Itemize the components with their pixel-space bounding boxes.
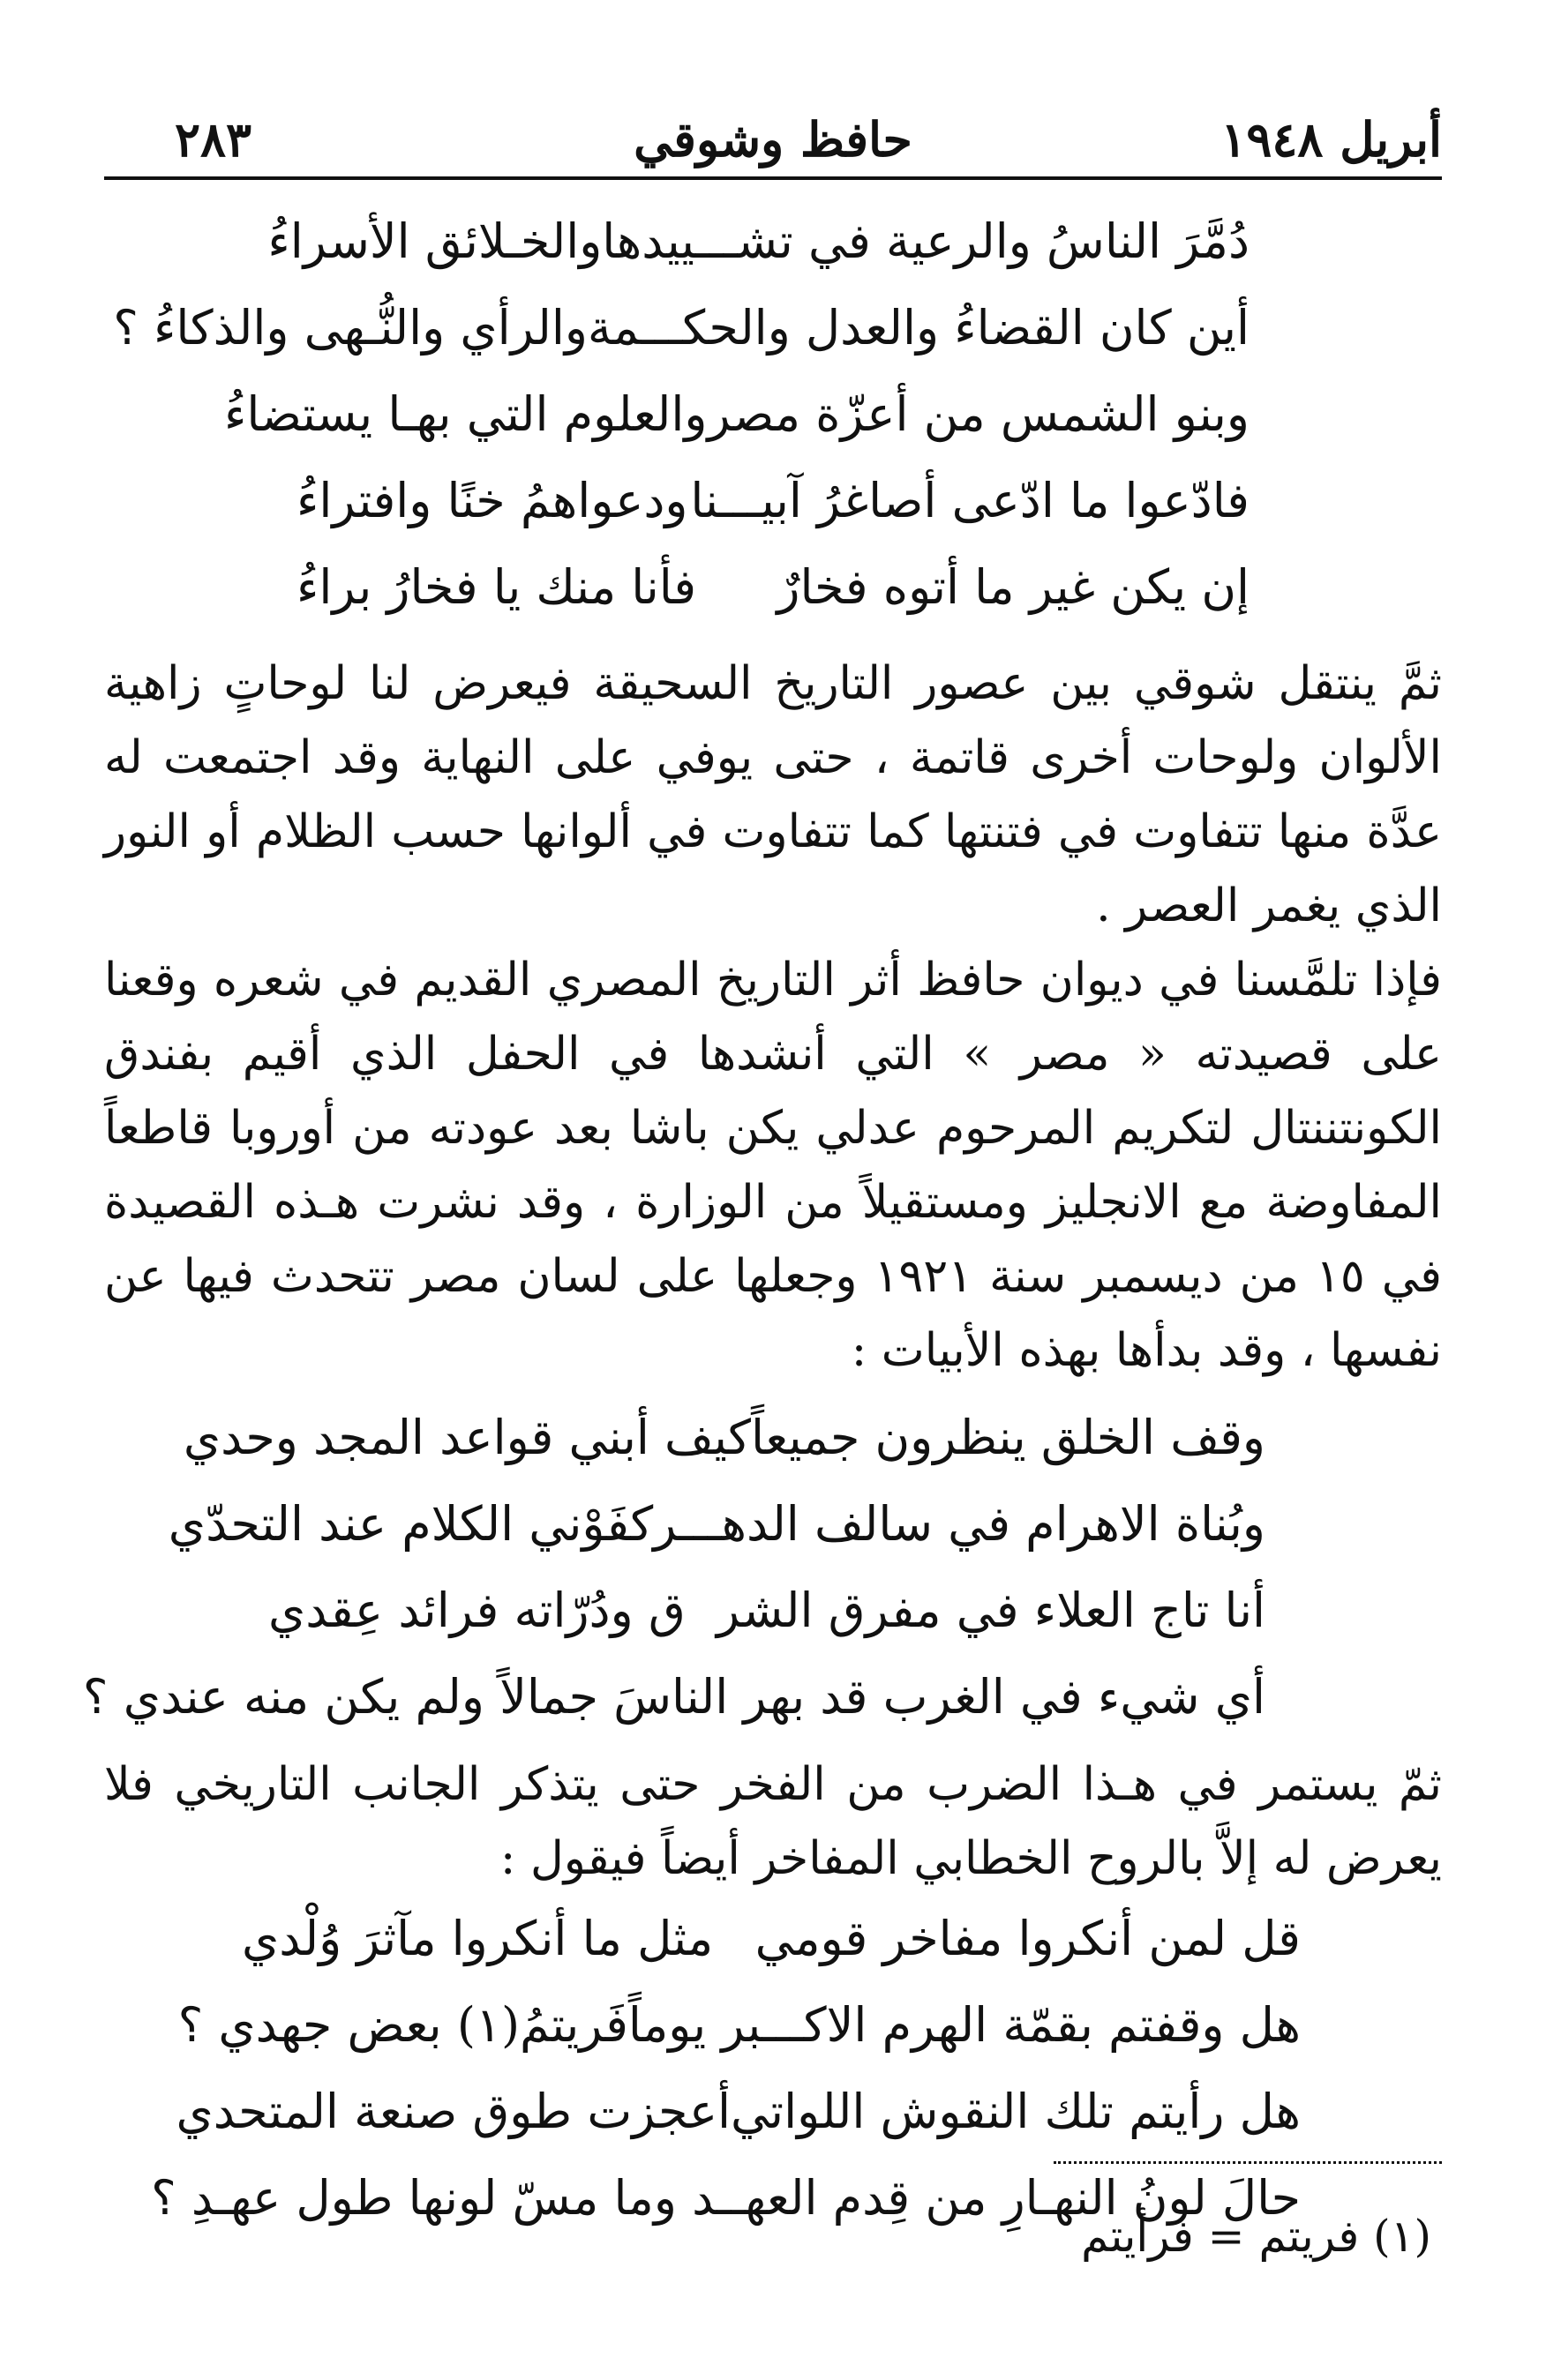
poem-verse xyxy=(113,285,1250,371)
verse-second-hemistich: كفَوْني الكلام عند التحدّي xyxy=(168,1496,654,1552)
footnote-divider xyxy=(1054,2161,1442,2164)
verse-second-hemistich: مثل ما أنكروا مآثرَ وُلْدي xyxy=(242,1911,714,1966)
verse-second-hemistich: ـد وما مسّ لونها طول عهـدِ ؟ xyxy=(151,2170,732,2226)
page-header xyxy=(104,97,1442,180)
verse-second-hemistich: والخـلائق الأسراءُ xyxy=(267,213,603,269)
verse-second-hemistich: فأنا منك يا فخارُ براءُ xyxy=(296,559,697,615)
poem-verse xyxy=(267,198,1250,285)
verse-first-hemistich: وبنو الشمس من أعزّة مصر xyxy=(707,386,1250,442)
poem-verse xyxy=(168,1481,1265,1568)
verse-second-hemistich: فَريتمُ(١) بعض جهدي ؟ xyxy=(177,1997,628,2053)
verse-first-hemistich: أنا تاج العلاء في مفرق الشر xyxy=(717,1583,1265,1638)
poem-block-2 xyxy=(82,1395,1442,1740)
page-body xyxy=(82,198,1442,2242)
verse-first-hemistich: هل رأيتم تلك النقوش اللواتي xyxy=(731,2084,1301,2139)
verse-first-hemistich: إن يكن غير ما أتوه فخارٌ xyxy=(777,559,1250,615)
poem-verse xyxy=(177,1982,1301,2069)
verse-second-hemistich: ودعواهمُ خنًا وافتراءُ xyxy=(296,473,688,528)
paragraph-3: ثمّ يستمر في هـذا الضرب من الفخر حتى يتذكر الجانب التاريخي فلا يعرض له إلاَّ بالروح الخطابي المفاخر أيضاً فيقول : xyxy=(104,1758,1442,1885)
poem-verse xyxy=(176,2069,1301,2155)
header-date: أبريل ١٩٤٨ xyxy=(1220,111,1442,168)
verse-first-hemistich: أين كان القضاءُ والعدل والحكـــمة xyxy=(587,300,1250,356)
poem-verse xyxy=(242,1896,1301,1982)
poem-verse xyxy=(82,1654,1265,1740)
poem-block-1 xyxy=(104,198,1442,631)
header-title: حافظ وشوقي xyxy=(634,111,912,168)
poem-verse xyxy=(296,458,1250,544)
poem-verse xyxy=(224,371,1250,458)
footnote: (١) فريتم = فرأيتم xyxy=(1081,2211,1431,2262)
poem-verse xyxy=(183,1395,1265,1481)
poem-verse xyxy=(296,544,1250,631)
verse-second-hemistich: والعلوم التي بهـا يستضاءُ xyxy=(224,386,708,442)
verse-second-hemistich: كيف أبني قواعد المجد وحدي xyxy=(183,1410,751,1465)
paragraph-1: ثمَّ ينتقل شوقي بين عصور التاريخ السحيقة فيعرض لنا لوحاتٍ زاهية الألوان ولوحات أخرى قاتمة ، حتى يوفي على النهاية وقد اجتمعت له عدَّة منها تتفاوت في فتنتها كما تتفاوت في ألوانها حسب الظلام أو النور الذي يغمر العصر . xyxy=(104,657,1442,932)
verse-first-hemistich: حالَ لونُ النهـارِ من قِدم العهـ xyxy=(731,2170,1301,2226)
verse-second-hemistich: ق ودُرّاته فرائد عِقدي xyxy=(268,1583,686,1638)
verse-first-hemistich: هل وقفتم بقمّة الهرم الاكـــبر يوماً xyxy=(627,1997,1301,2053)
verse-first-hemistich: فادّعوا ما ادّعى أصاغرُ آبيـــنا xyxy=(690,473,1250,528)
page-number: ٢٨٣ xyxy=(175,111,252,168)
poem-verse xyxy=(268,1568,1265,1654)
verse-first-hemistich: وقف الخلق ينظرون جميعاً xyxy=(750,1410,1265,1465)
paragraph-2: فإذا تلمَّسنا في ديوان حافظ أثر التاريخ المصري القديم في شعره وقعنا على قصيدته « مصر » التي أنشدها في الحفل الذي أقيم بفندق الكونتننتال لتكريم المرحوم عدلي يكن باشا بعد عودته من أوروبا قاطعاً المفاوضة مع الانجليز ومستقيلاً من الوزارة ، وقد نشرت هـذه القصيدة في ١٥ من ديسمبر سنة ١٩٢١ وجعلها على لسان مصر تتحدث فيها عن نفسها ، وقد بدأها بهذه الأبيات : xyxy=(104,954,1442,1377)
verse-second-hemistich: سَ جمالاً ولم يكن منه عندي ؟ xyxy=(82,1669,672,1725)
verse-first-hemistich: أي شيء في الغرب قد بهر النا xyxy=(672,1669,1265,1725)
poem-block-3 xyxy=(104,1896,1442,2242)
verse-first-hemistich: دُمَّرَ الناسُ والرعية في تشـــييدها xyxy=(602,213,1250,269)
verse-first-hemistich: وبُناة الاهرام في سالف الدهـــر xyxy=(653,1496,1265,1552)
verse-first-hemistich: قل لمن أنكروا مفاخر قومي xyxy=(754,1911,1301,1966)
verse-second-hemistich: والرأي والنُّـهى والذكاءُ ؟ xyxy=(113,300,588,356)
verse-second-hemistich: أعجزت طوق صنعة المتحدي xyxy=(176,2084,732,2139)
